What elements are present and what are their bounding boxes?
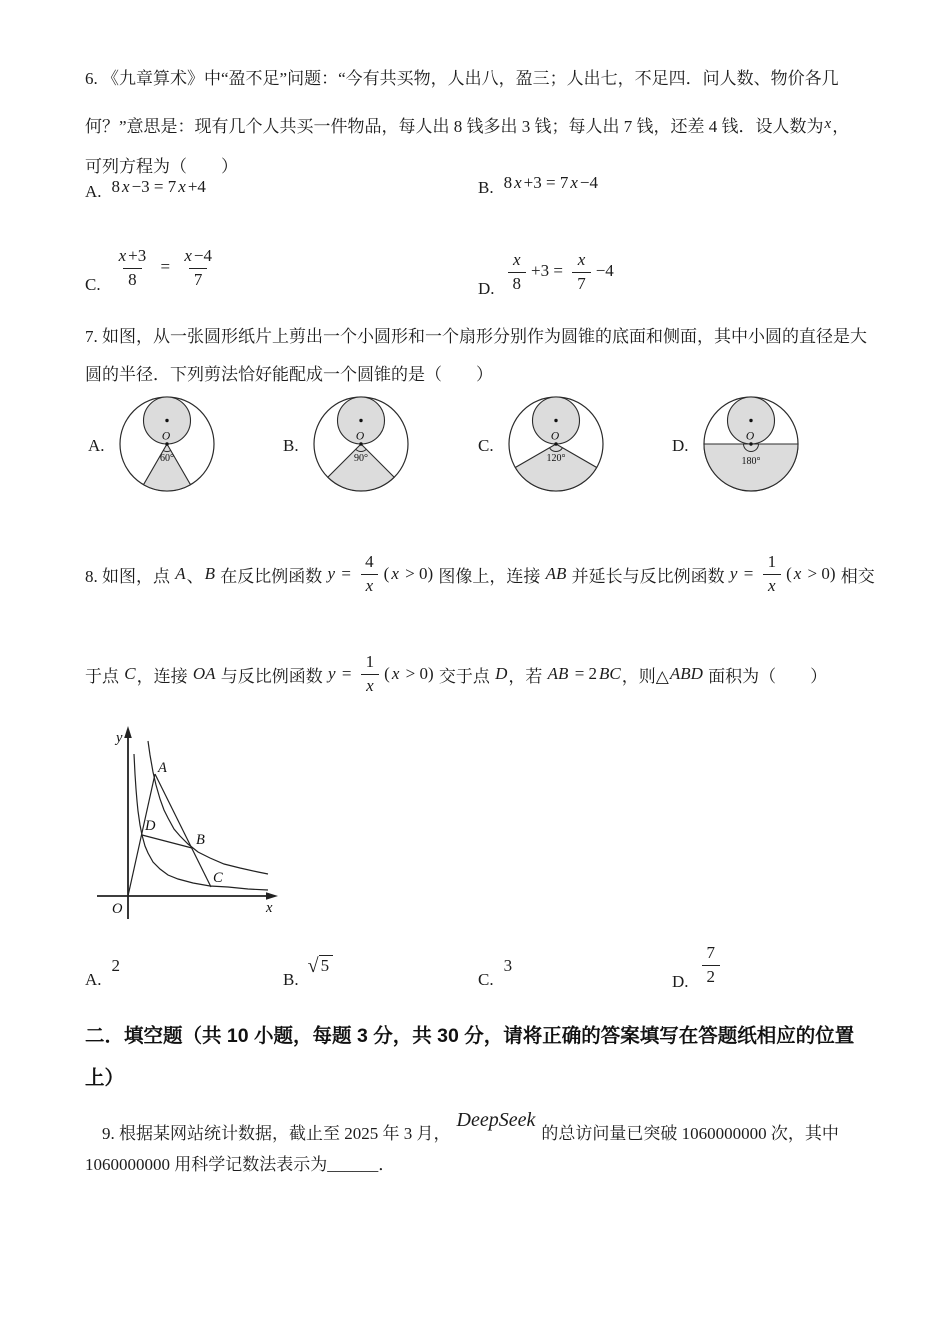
- q6-option-d-label: D.: [478, 279, 495, 298]
- x-axis-label: x: [266, 900, 273, 916]
- q8-option-c-value: 3: [503, 955, 513, 975]
- q7-figure-d-label: D.: [672, 436, 689, 455]
- deepseek-brand-text: DeepSeek: [456, 1109, 536, 1132]
- q7-figure-a-label: A.: [88, 436, 105, 455]
- cone-figure-a: [117, 394, 217, 499]
- q7-figure-c-label: C.: [478, 436, 494, 455]
- cone-center-label: O: [745, 430, 754, 442]
- q6-option-c: [85, 238, 221, 298]
- q8-hyperbola-graph: [85, 722, 315, 937]
- y-axis-label: y: [116, 730, 123, 746]
- q6-text-line3: 可列方程为（ ）: [85, 157, 238, 176]
- q8-text-line1: 8. 如图，点 A 、 B 在反比例函数 y = $\frac{4}{x}$ ( x > 0) 图像上，连接 AB 并延长与反比例函数 y = $\frac{1}{x}$ ( x > 0) 相交: [85, 532, 875, 616]
- section2-heading-line2: 上）: [85, 1067, 125, 1089]
- cone-figure-svg: [506, 394, 606, 494]
- q7-figure-d: [672, 396, 801, 496]
- cone-center-label: O: [355, 430, 364, 442]
- q8-text-line2: 于点 C ，连接 OA 与反比例函数 y = $\frac{1}{x}$ ( x > 0) 交于点 D ，若 AB = 2 BC ，则△ ABD 面积为（ ）: [85, 632, 827, 716]
- q9-text-line2: 1060000000 用科学记数法表示为______．: [85, 1155, 396, 1174]
- cone-angle-label: 180°: [741, 455, 761, 467]
- q8-option-b-value: √ 5: [308, 955, 333, 976]
- cone-figure-svg: [311, 394, 411, 494]
- q7-figure-c: [478, 396, 606, 496]
- q6-text-line2: 何？”意思是：现有几个人共买一件物品，每人出 8 钱多出 3 钱；每人出 7 钱，还差 4 钱．设人数为x，: [85, 116, 850, 136]
- segment-DB: [142, 835, 192, 848]
- cone-angle-label: 90°: [353, 452, 368, 464]
- line-ABC: [155, 774, 211, 887]
- q6-option-a: [85, 176, 207, 205]
- q7-figure-b-label: B.: [283, 436, 299, 455]
- q8-option-c: [478, 938, 513, 993]
- q8-option-d-label: D.: [672, 972, 689, 991]
- q8-option-a-value: 2: [111, 955, 121, 975]
- q6-option-d: [478, 242, 615, 302]
- cone-angle-label: 60°: [159, 452, 174, 464]
- q8-option-a: [85, 938, 121, 993]
- origin-label: O: [112, 901, 123, 917]
- q9-text-before-brand: 9. 根据某网站统计数据，截止至 2025 年 3 月，: [102, 1124, 451, 1144]
- segment-OA: [128, 774, 155, 896]
- q6-text-line1: 6. 《九章算术》中“盈不足”问题：“今有共买物，人出八，盈三；人出七，不足四．问人数、物价各几: [85, 69, 839, 88]
- point-b-label: B: [196, 832, 205, 848]
- cone-figure-svg: [117, 394, 217, 494]
- q6-option-d-equation: $\frac{x}{8}$ +3 = $\frac{x}{7}$ −4: [504, 249, 615, 294]
- q7-figure-a: [88, 396, 217, 496]
- q6-option-c-label: C.: [85, 275, 101, 294]
- q8-option-c-label: C.: [478, 970, 494, 989]
- section2-heading-line1: 二．填空题（共 10 小题，每题 3 分，共 30 分，请将正确的答案填写在答题纸相应的位置: [85, 1025, 855, 1047]
- q7-text-line2: 圆的半径．下列剪法恰好能配成一个圆锥的是（ ）: [85, 365, 493, 384]
- q8-option-b: [283, 938, 333, 993]
- q6-option-b-label: B.: [478, 178, 494, 197]
- q6-option-a-equation: 8 x −3 = 7 x +4: [111, 176, 206, 196]
- q6-option-b-equation: 8 x +3 = 7 x −4: [503, 172, 598, 192]
- q8-option-a-label: A.: [85, 970, 102, 989]
- q7-figure-b: [283, 396, 411, 496]
- point-c-label: C: [213, 870, 223, 886]
- q9-text-after-brand: 的总访问量已突破 1060000000 次，其中: [541, 1124, 839, 1144]
- q6-option-a-label: A.: [85, 182, 102, 201]
- q8-option-d-value: $\frac{7}{2}$: [698, 942, 725, 987]
- q8-option-d: [672, 935, 724, 995]
- q6-option-b: [478, 172, 599, 201]
- cone-angle-label: 120°: [546, 452, 566, 464]
- q8-option-b-label: B.: [283, 970, 299, 989]
- point-d-label: D: [145, 818, 156, 834]
- cone-figure-b: [311, 394, 411, 499]
- cone-figure-d: [701, 394, 801, 499]
- point-a-label: A: [158, 760, 167, 776]
- cone-figure-svg: [701, 394, 801, 494]
- cone-figure-c: [506, 394, 606, 499]
- q6-option-c-equation: $\frac{x +3}{8}$ = $\frac{x -4}{7}$: [110, 245, 221, 290]
- q7-text-line1: 7. 如图，从一张圆形纸片上剪出一个小圆形和一个扇形分别作为圆锥的底面和侧面，其中小圆的直径是大: [85, 327, 867, 346]
- cone-center-label: O: [161, 430, 170, 442]
- y-axis-arrow: [124, 726, 132, 738]
- x-axis-arrow: [266, 892, 278, 900]
- cone-center-label: O: [550, 430, 559, 442]
